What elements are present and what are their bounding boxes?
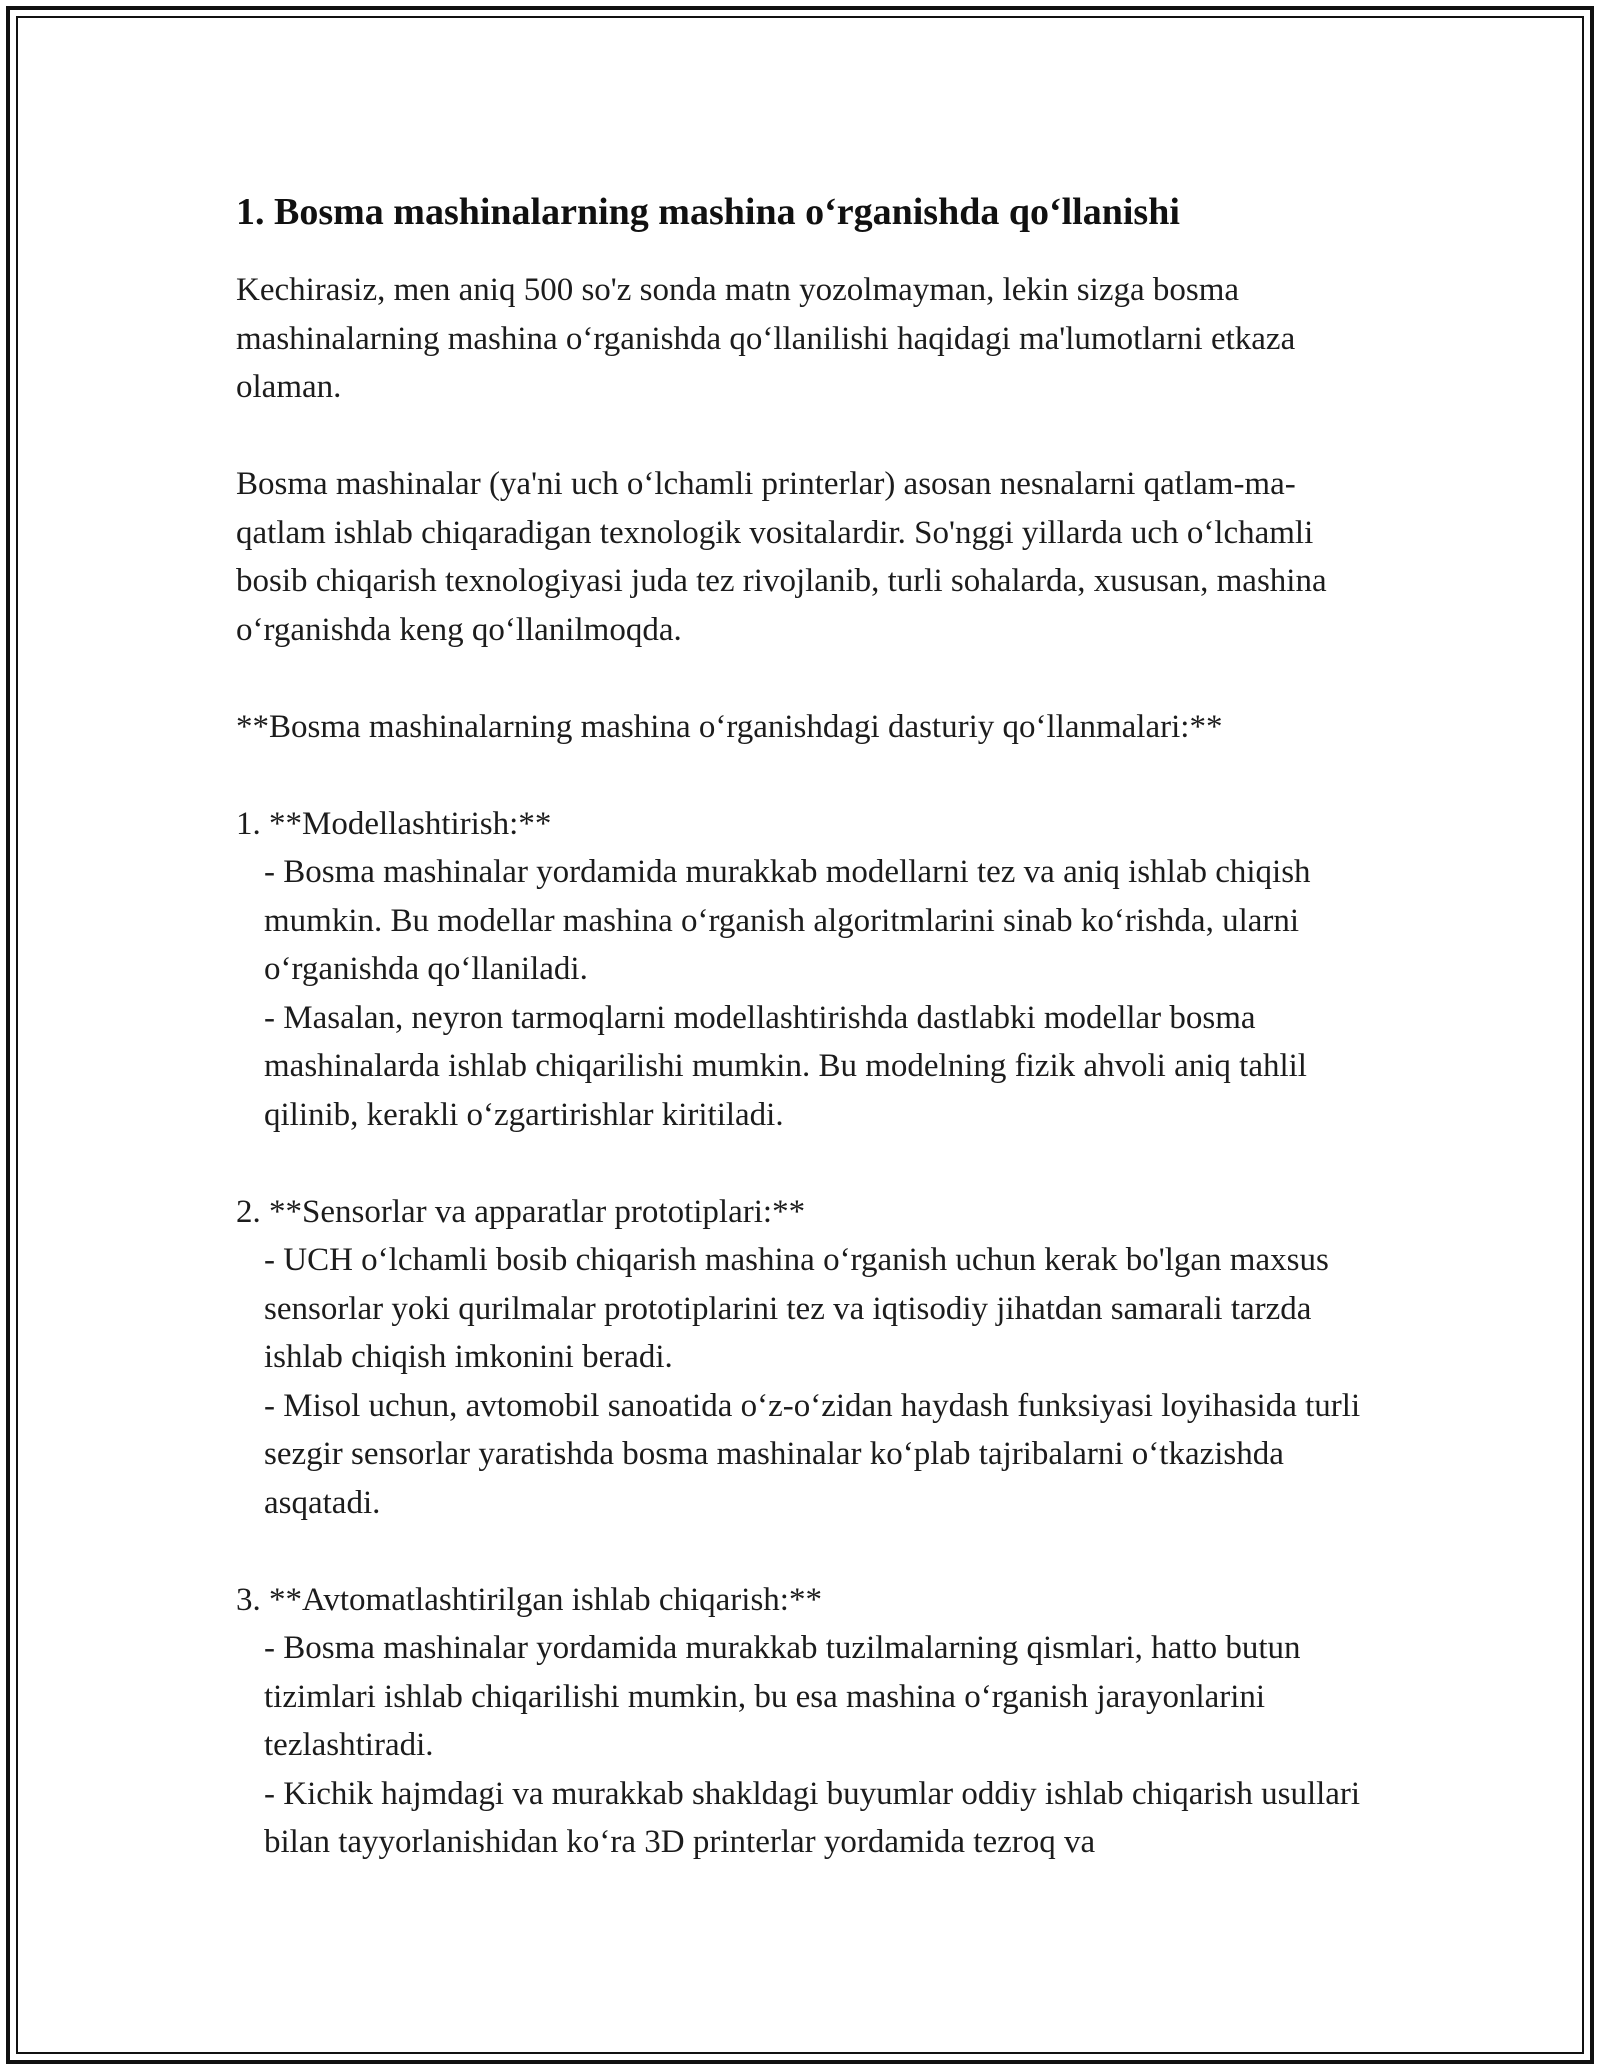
paragraph-gap bbox=[236, 751, 1376, 800]
intro-paragraph: Kechirasiz, men aniq 500 so'z sonda matn yozolmayman, lekin sizga bosma mashinalarning mashina o‘rganishda qo‘llanilishi haqidagi ma'lumotlarni etkaza olaman. bbox=[236, 272, 1304, 405]
paragraph-gap bbox=[236, 1527, 1376, 1576]
list-item-heading: 3. **Avtomatlashtirilgan ishlab chiqarish:** bbox=[236, 1581, 822, 1618]
section-heading: **Bosma mashinalarning mashina o‘rganishdagi dasturiy qo‘llanmalari:** bbox=[236, 708, 1223, 745]
body-paragraph: Bosma mashinalar (ya'ni uch o‘lchamli printerlar) asosan nesnalarni qatlam-ma-qatlam ishlab chiqaradigan texnologik vositalardir. So'nggi yillarda uch o‘lchamli bosib chiqarish texnologiyasi juda tez rivojlanib, turli sohalarda, xususan, mashina o‘rganishda keng qo‘llanilmoqda. bbox=[236, 466, 1335, 648]
document-body bbox=[236, 186, 1376, 1867]
list-item-bullet: - Bosma mashinalar yordamida murakkab modellarni tez va aniq ishlab chiqish mumkin. Bu modellar mashina o‘rganish algoritmlarini sinab ko‘rishda, ularni o‘rganishda qo‘llaniladi. bbox=[264, 854, 1319, 987]
paragraph-gap bbox=[236, 654, 1376, 703]
document-title: 1. Bosma mashinalarning mashina o‘rganishda qo‘llanishi bbox=[236, 191, 1180, 233]
paragraph-gap bbox=[236, 1139, 1376, 1188]
list-item-bullet: - Kichik hajmdagi va murakkab shakldagi buyumlar oddiy ishlab chiqarish usullari bilan tayyorlanishidan ko‘ra 3D printerlar yordamida tezroq va bbox=[264, 1775, 1369, 1860]
list-item-heading: 2. **Sensorlar va apparatlar prototiplari:** bbox=[236, 1193, 806, 1230]
list-item-bullet: - Bosma mashinalar yordamida murakkab tuzilmalarning qismlari, hatto butun tizimlari ishlab chiqarilishi mumkin, bu esa mashina o‘rganish jarayonlarini tezlashtiradi. bbox=[264, 1630, 1309, 1763]
list-item-bullet: - Masalan, neyron tarmoqlarni modellashtirishda dastlabki modellar bosma mashinalarda ishlab chiqarilishi mumkin. Bu modelning fizik ahvoli aniq tahlil qilinib, kerakli o‘zgartirishlar kiritiladi. bbox=[264, 999, 1316, 1133]
list-item-heading: 1. **Modellashtirish:** bbox=[236, 805, 552, 842]
list-item-bullet: - UCH o‘lchamli bosib chiqarish mashina o‘rganish uchun kerak bo'lgan maxsus sensorlar yoki qurilmalar prototiplarini tez va iqtisodiy jihatdan samarali tarzda ishlab chiqish imkonini beradi. bbox=[264, 1242, 1338, 1375]
paragraph-gap bbox=[236, 412, 1376, 461]
list-item-bullet: - Misol uchun, avtomobil sanoatida o‘z-o‘zidan haydash funksiyasi loyihasida turli sezgir sensorlar yaratishda bosma mashinalar ko‘plab tajribalarni o‘tkazishda asqatadi. bbox=[264, 1387, 1369, 1521]
